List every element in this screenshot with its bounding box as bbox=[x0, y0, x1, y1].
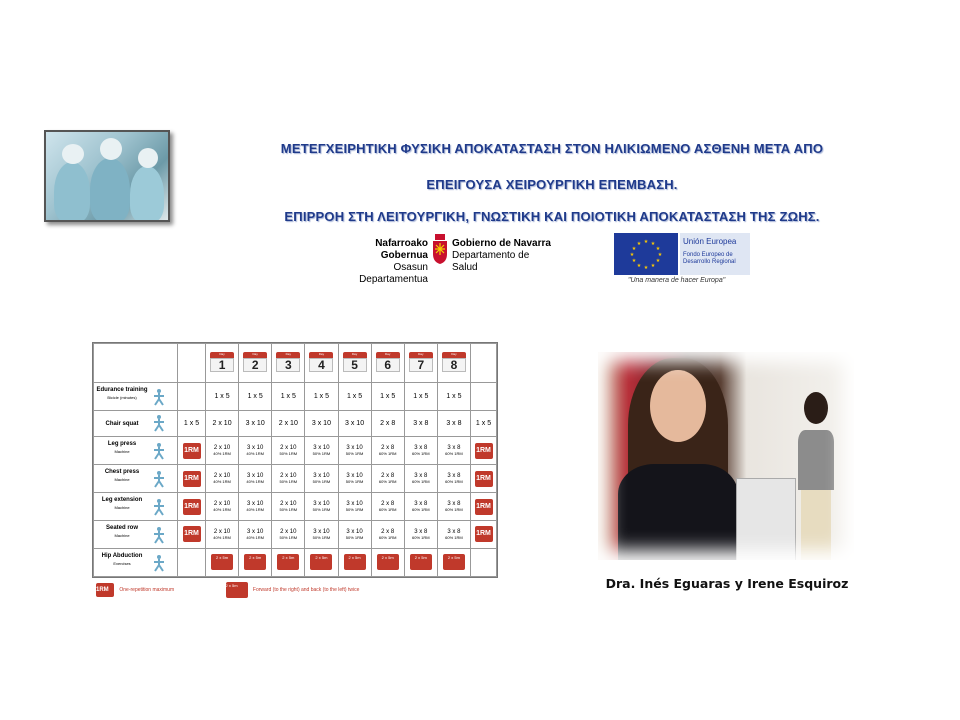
calendar-icon: Day 1 bbox=[210, 352, 234, 372]
day-cell bbox=[404, 493, 437, 521]
cell-text: 1 x 5 bbox=[475, 419, 492, 427]
sets-reps: 3 x 10 bbox=[346, 528, 363, 535]
researchers-photo bbox=[598, 352, 854, 560]
intensity: 40% 1RM bbox=[213, 479, 231, 485]
post-test-cell bbox=[471, 493, 497, 521]
day-header bbox=[404, 344, 437, 383]
sets-reps: 1 x 5 bbox=[413, 392, 429, 400]
intensity: 60% 1RM bbox=[412, 534, 430, 540]
calendar-icon: Day 7 bbox=[409, 352, 433, 372]
intensity: 50% 1RM bbox=[312, 507, 331, 513]
photo-caption: Dra. Inés Eguaras y Irene Esquiroz bbox=[605, 576, 849, 591]
day-cell bbox=[437, 521, 470, 549]
exercise-subtitle: Exercises bbox=[113, 560, 131, 566]
distance-badge: 2 x 5m bbox=[277, 554, 299, 570]
exercise-figure-icon bbox=[150, 498, 168, 516]
day-number: 5 bbox=[343, 358, 367, 372]
sets-reps: 3 x 8 bbox=[413, 419, 429, 427]
rm-badge: 1RM bbox=[475, 526, 493, 542]
intensity: 50% 1RM bbox=[312, 534, 331, 540]
pre-test-cell bbox=[178, 521, 206, 549]
day-number: 1 bbox=[210, 358, 234, 372]
navarra-left-line2: Osasun Departamentua bbox=[359, 262, 428, 285]
post-test-cell bbox=[471, 548, 497, 576]
legend-sm-text: Forward (to the right) and back (to the left) twice bbox=[252, 587, 360, 593]
day-cell bbox=[272, 382, 305, 410]
day-cell bbox=[305, 521, 338, 549]
intensity: 50% 1RM bbox=[312, 479, 331, 485]
sets-reps: 2 x 10 bbox=[212, 419, 232, 427]
intensity: 60% 1RM bbox=[378, 507, 397, 513]
svg-text:★: ★ bbox=[631, 246, 637, 252]
day-cell bbox=[371, 465, 404, 493]
svg-text:★: ★ bbox=[655, 258, 661, 264]
intensity: 60% 1RM bbox=[412, 451, 430, 457]
exercise-name: Leg extension bbox=[101, 496, 143, 503]
rm-badge: 1RM bbox=[183, 443, 201, 459]
day-number: 2 bbox=[243, 358, 267, 372]
day-cell bbox=[272, 493, 305, 521]
exercise-subtitle: Machine bbox=[114, 477, 130, 482]
training-legend bbox=[96, 582, 496, 600]
svg-text:★: ★ bbox=[643, 239, 649, 245]
sets-reps: 1 x 5 bbox=[214, 392, 230, 400]
intensity: 60% 1RM bbox=[445, 507, 463, 513]
intensity: 60% 1RM bbox=[445, 534, 463, 540]
sets-reps: 2 x 10 bbox=[280, 528, 297, 535]
pre-test-cell bbox=[178, 437, 206, 465]
day-cell bbox=[206, 465, 239, 493]
day-header bbox=[338, 344, 371, 383]
sets-reps: 3 x 10 bbox=[247, 445, 264, 452]
exercise-figure-icon bbox=[150, 442, 168, 460]
rm-badge: 1RM bbox=[475, 499, 493, 515]
rm-badge: 1RM bbox=[475, 471, 493, 487]
day-cell bbox=[239, 382, 272, 410]
header-empty-cell bbox=[94, 344, 178, 383]
navarra-left-line1: Nafarroako Gobernua bbox=[375, 238, 428, 261]
exercise-name: Edurance training bbox=[96, 386, 148, 393]
surgery-photo bbox=[44, 130, 170, 222]
eu-flag-icon bbox=[614, 233, 678, 275]
navarra-government-logo bbox=[326, 234, 556, 285]
day-cell bbox=[371, 437, 404, 465]
intensity: 40% 1RM bbox=[246, 534, 264, 540]
post-test-cell bbox=[471, 382, 497, 410]
day-cell bbox=[272, 410, 305, 436]
day-cell bbox=[437, 437, 470, 465]
sets-reps: 3 x 8 bbox=[447, 445, 461, 452]
day-cell bbox=[404, 382, 437, 410]
exercise-name: Chest press bbox=[104, 469, 140, 475]
intensity: 50% 1RM bbox=[279, 451, 298, 457]
header-empty-cell bbox=[178, 344, 206, 383]
intensity: 40% 1RM bbox=[213, 507, 231, 513]
day-cell bbox=[206, 548, 239, 576]
sets-reps: 3 x 8 bbox=[414, 528, 428, 535]
day-cell bbox=[404, 548, 437, 576]
day-cell bbox=[338, 437, 371, 465]
sets-reps: 2 x 8 bbox=[381, 445, 395, 452]
sets-reps: 3 x 10 bbox=[311, 419, 331, 427]
day-cell bbox=[338, 382, 371, 410]
day-number: 4 bbox=[309, 358, 333, 372]
eu-fund-label: Fondo Europeo de Desarrollo Regional bbox=[683, 252, 736, 265]
day-cell bbox=[206, 382, 239, 410]
day-cell bbox=[437, 410, 470, 436]
day-cell bbox=[371, 493, 404, 521]
intensity: 60% 1RM bbox=[412, 507, 430, 513]
exercise-figure-icon bbox=[150, 526, 168, 544]
title-line-1: ΜΕΤΕΓΧΕΙΡΗΤΙΚΗ ΦΥΣΙΚΗ ΑΠΟΚΑΤΑΣΤΑΣΗ ΣΤΟΝ ΗΛΙΚΙΩΜΕΝΟ ΑΣΘΕΝΗ ΜΕΤΑ ΑΠΟ bbox=[280, 141, 824, 156]
svg-text:★: ★ bbox=[657, 252, 663, 258]
navarra-right-line2: Departamento de Salud bbox=[452, 250, 530, 273]
distance-badge: 2 x 5m bbox=[410, 554, 432, 570]
sets-reps: 2 x 10 bbox=[213, 445, 231, 452]
distance-badge: 2 x 5m bbox=[377, 554, 399, 570]
intensity: 60% 1RM bbox=[412, 479, 430, 485]
day-cell bbox=[404, 437, 437, 465]
day-cell bbox=[338, 465, 371, 493]
intensity: 60% 1RM bbox=[378, 534, 397, 540]
pre-test-cell bbox=[178, 493, 206, 521]
pre-test-cell bbox=[178, 382, 206, 410]
calendar-icon: Day 8 bbox=[442, 352, 466, 372]
day-cell bbox=[371, 382, 404, 410]
day-cell bbox=[338, 521, 371, 549]
intensity: 50% 1RM bbox=[312, 451, 331, 457]
sets-reps: 3 x 10 bbox=[346, 501, 363, 508]
intensity: 40% 1RM bbox=[246, 507, 264, 513]
calendar-icon: Day 5 bbox=[343, 352, 367, 372]
day-cell bbox=[305, 493, 338, 521]
day-cell bbox=[272, 465, 305, 493]
sets-reps: 2 x 8 bbox=[381, 473, 395, 480]
exercise-row bbox=[94, 382, 497, 410]
exercise-label-cell bbox=[94, 465, 178, 493]
post-test-cell bbox=[471, 437, 497, 465]
day-cell bbox=[239, 410, 272, 436]
sets-reps: 3 x 8 bbox=[447, 473, 461, 480]
exercise-label-cell bbox=[94, 548, 178, 576]
eu-motto: "Una manera de hacer Europa" bbox=[628, 277, 726, 284]
day-cell bbox=[206, 410, 239, 436]
day-cell bbox=[305, 382, 338, 410]
title-line-2: ΕΠΕΙΓΟΥΣΑ ΧΕΙΡΟΥΡΓΙΚΗ ΕΠΕΜΒΑΣΗ. bbox=[426, 177, 678, 192]
sets-reps: 3 x 10 bbox=[313, 501, 330, 508]
sets-reps: 2 x 10 bbox=[213, 501, 231, 508]
day-cell bbox=[239, 437, 272, 465]
sets-reps: 3 x 10 bbox=[346, 445, 363, 452]
sets-reps: 3 x 10 bbox=[247, 501, 264, 508]
day-number: 6 bbox=[376, 358, 400, 372]
sets-reps: 2 x 10 bbox=[280, 501, 297, 508]
sets-reps: 3 x 8 bbox=[447, 501, 461, 508]
sets-reps: 3 x 8 bbox=[447, 528, 461, 535]
exercise-figure-icon bbox=[150, 388, 168, 406]
day-header bbox=[272, 344, 305, 383]
sets-reps: 3 x 8 bbox=[414, 473, 428, 480]
svg-text:★: ★ bbox=[655, 246, 661, 252]
rm-badge: 1RM bbox=[183, 471, 201, 487]
sets-reps: 3 x 8 bbox=[414, 501, 428, 508]
exercise-label-cell bbox=[94, 521, 178, 549]
exercise-label-cell bbox=[94, 382, 178, 410]
distance-badge: 2 x 5m bbox=[443, 554, 465, 570]
sets-reps: 3 x 10 bbox=[346, 473, 363, 480]
exercise-figure-icon bbox=[150, 554, 168, 572]
sets-reps: 3 x 10 bbox=[313, 473, 330, 480]
day-cell bbox=[437, 548, 470, 576]
exercise-row bbox=[94, 548, 497, 576]
day-cell bbox=[437, 465, 470, 493]
sets-reps: 3 x 10 bbox=[247, 473, 264, 480]
sets-reps: 2 x 10 bbox=[213, 473, 231, 480]
exercise-subtitle: Bicicle (minutes) bbox=[107, 394, 137, 400]
exercise-subtitle: Machine bbox=[114, 504, 130, 510]
exercise-row bbox=[94, 437, 497, 465]
day-header bbox=[371, 344, 404, 383]
pre-test-cell bbox=[178, 410, 206, 436]
intensity: 50% 1RM bbox=[279, 479, 298, 485]
intensity: 40% 1RM bbox=[246, 479, 264, 485]
intensity: 40% 1RM bbox=[213, 451, 231, 457]
intensity: 40% 1RM bbox=[213, 534, 231, 540]
sets-reps: 1 x 5 bbox=[247, 392, 263, 400]
intensity: 40% 1RM bbox=[246, 451, 264, 457]
title-line-3: ΕΠΙΡΡΟΗ ΣΤΗ ΛΕΙΤΟΥΡΓΙΚΗ, ΓΝΩΣΤΙΚΗ ΚΑΙ ΠΟΙΟΤΙΚΗ ΑΠΟΚΑΤΑΣΤΑΣΗ ΤΗΣ ΖΩΗΣ. bbox=[284, 209, 820, 224]
exercise-name: Seated row bbox=[105, 524, 138, 531]
sets-reps: 3 x 10 bbox=[247, 528, 264, 535]
exercise-row bbox=[94, 521, 497, 549]
eu-union-label: Unión Europea bbox=[683, 237, 737, 246]
exercise-subtitle: Machine bbox=[114, 532, 130, 538]
day-cell bbox=[338, 410, 371, 436]
day-cell bbox=[305, 437, 338, 465]
day-number: 7 bbox=[409, 358, 433, 372]
day-cell bbox=[272, 548, 305, 576]
rm-badge: 1RM bbox=[475, 443, 493, 459]
exercise-label-cell bbox=[94, 493, 178, 521]
sets-reps: 2 x 10 bbox=[278, 419, 298, 427]
intensity: 60% 1RM bbox=[378, 479, 397, 485]
sets-reps: 2 x 10 bbox=[280, 445, 297, 452]
day-header bbox=[437, 344, 470, 383]
day-cell bbox=[437, 493, 470, 521]
day-cell bbox=[437, 382, 470, 410]
pre-test-cell bbox=[178, 548, 206, 576]
training-schedule-table bbox=[92, 342, 498, 578]
day-cell bbox=[239, 548, 272, 576]
calendar-icon: Day 2 bbox=[243, 352, 267, 372]
exercise-name: Hip Abduction bbox=[101, 552, 143, 559]
exercise-row bbox=[94, 493, 497, 521]
pre-test-cell bbox=[178, 465, 206, 493]
exercise-label-cell bbox=[94, 437, 178, 465]
sets-reps: 2 x 8 bbox=[381, 501, 395, 508]
day-cell bbox=[371, 548, 404, 576]
exercise-figure-icon bbox=[150, 470, 168, 488]
rm-badge: 1RM bbox=[183, 499, 201, 515]
distance-badge: 2 x 5m bbox=[211, 554, 233, 570]
sets-reps: 2 x 10 bbox=[280, 473, 297, 480]
legend-rm-text: One-repetition maximum bbox=[119, 587, 175, 593]
sets-reps: 1 x 5 bbox=[280, 392, 296, 400]
calendar-icon: Day 6 bbox=[376, 352, 400, 372]
intensity: 60% 1RM bbox=[378, 451, 397, 457]
sets-reps: 3 x 8 bbox=[446, 419, 462, 427]
distance-badge: 2 x 5m bbox=[244, 554, 266, 570]
sets-reps: 1 x 5 bbox=[346, 392, 363, 400]
intensity: 60% 1RM bbox=[445, 451, 463, 457]
day-cell bbox=[272, 437, 305, 465]
post-test-cell bbox=[471, 410, 497, 436]
intensity: 60% 1RM bbox=[445, 479, 463, 485]
exercise-row bbox=[94, 465, 497, 493]
svg-text:★: ★ bbox=[650, 263, 656, 269]
post-test-cell bbox=[471, 521, 497, 549]
day-cell bbox=[371, 410, 404, 436]
sets-reps: 1 x 5 bbox=[380, 392, 396, 400]
sets-reps: 2 x 8 bbox=[381, 528, 395, 535]
svg-text:★: ★ bbox=[650, 241, 656, 247]
day-cell bbox=[338, 493, 371, 521]
navarra-spanish-text bbox=[452, 238, 556, 274]
day-cell bbox=[305, 548, 338, 576]
exercise-label-cell bbox=[94, 410, 178, 436]
day-cell bbox=[239, 465, 272, 493]
day-cell bbox=[206, 493, 239, 521]
day-cell bbox=[404, 465, 437, 493]
sets-reps: 3 x 10 bbox=[245, 419, 265, 427]
navarra-right-line1: Gobierno de Navarra bbox=[452, 238, 551, 249]
day-cell bbox=[206, 437, 239, 465]
distance-badge: 2 x 5m bbox=[310, 554, 332, 570]
legend-sm-badge: 2 x 5m bbox=[226, 582, 248, 598]
svg-text:★: ★ bbox=[631, 258, 637, 264]
svg-text:★: ★ bbox=[636, 263, 642, 269]
intensity: 50% 1RM bbox=[279, 507, 298, 513]
svg-text:★: ★ bbox=[629, 252, 635, 258]
sets-reps: 2 x 8 bbox=[380, 419, 396, 427]
sets-reps: 1 x 5 bbox=[446, 392, 462, 400]
cell-text: 1 x 5 bbox=[183, 419, 200, 427]
navarra-basque-text bbox=[326, 238, 428, 286]
day-cell bbox=[239, 493, 272, 521]
day-number: 8 bbox=[442, 358, 466, 372]
day-cell bbox=[239, 521, 272, 549]
sets-reps: 2 x 10 bbox=[213, 528, 231, 535]
distance-badge: 2 x 5m bbox=[344, 554, 366, 570]
sets-reps: 3 x 8 bbox=[414, 445, 428, 452]
eu-logo bbox=[614, 233, 750, 277]
intensity: 50% 1RM bbox=[279, 534, 298, 540]
svg-text:★: ★ bbox=[643, 265, 649, 271]
calendar-icon: Day 4 bbox=[309, 352, 333, 372]
post-test-cell bbox=[471, 465, 497, 493]
sets-reps: 1 x 5 bbox=[313, 392, 330, 400]
intensity: 50% 1RM bbox=[345, 507, 364, 513]
eu-text-box bbox=[680, 233, 750, 275]
intensity: 50% 1RM bbox=[345, 451, 364, 457]
svg-text:★: ★ bbox=[636, 241, 642, 247]
day-cell bbox=[404, 521, 437, 549]
exercise-name: Leg press bbox=[107, 441, 137, 448]
day-cell bbox=[404, 410, 437, 436]
legend-rm-badge: 1RM bbox=[96, 583, 114, 597]
day-cell bbox=[305, 410, 338, 436]
day-cell bbox=[371, 521, 404, 549]
day-header bbox=[206, 344, 239, 383]
day-cell bbox=[272, 521, 305, 549]
intensity: 50% 1RM bbox=[345, 479, 364, 485]
navarra-shield-icon bbox=[432, 234, 448, 264]
day-cell bbox=[338, 548, 371, 576]
header-empty-cell bbox=[471, 344, 497, 383]
sets-reps: 3 x 10 bbox=[345, 419, 365, 427]
sets-reps: 3 x 10 bbox=[313, 445, 330, 452]
exercise-subtitle: Machine bbox=[114, 449, 130, 455]
calendar-icon: Day 3 bbox=[276, 352, 300, 372]
exercise-figure-icon bbox=[150, 414, 168, 432]
exercise-name: Chair squat bbox=[105, 421, 139, 428]
day-header bbox=[305, 344, 338, 383]
day-number: 3 bbox=[276, 358, 300, 372]
exercise-row bbox=[94, 410, 497, 436]
sets-reps: 3 x 10 bbox=[313, 528, 330, 535]
rm-badge: 1RM bbox=[183, 526, 201, 542]
intensity: 50% 1RM bbox=[345, 534, 364, 540]
day-cell bbox=[305, 465, 338, 493]
day-header bbox=[239, 344, 272, 383]
day-cell bbox=[206, 521, 239, 549]
